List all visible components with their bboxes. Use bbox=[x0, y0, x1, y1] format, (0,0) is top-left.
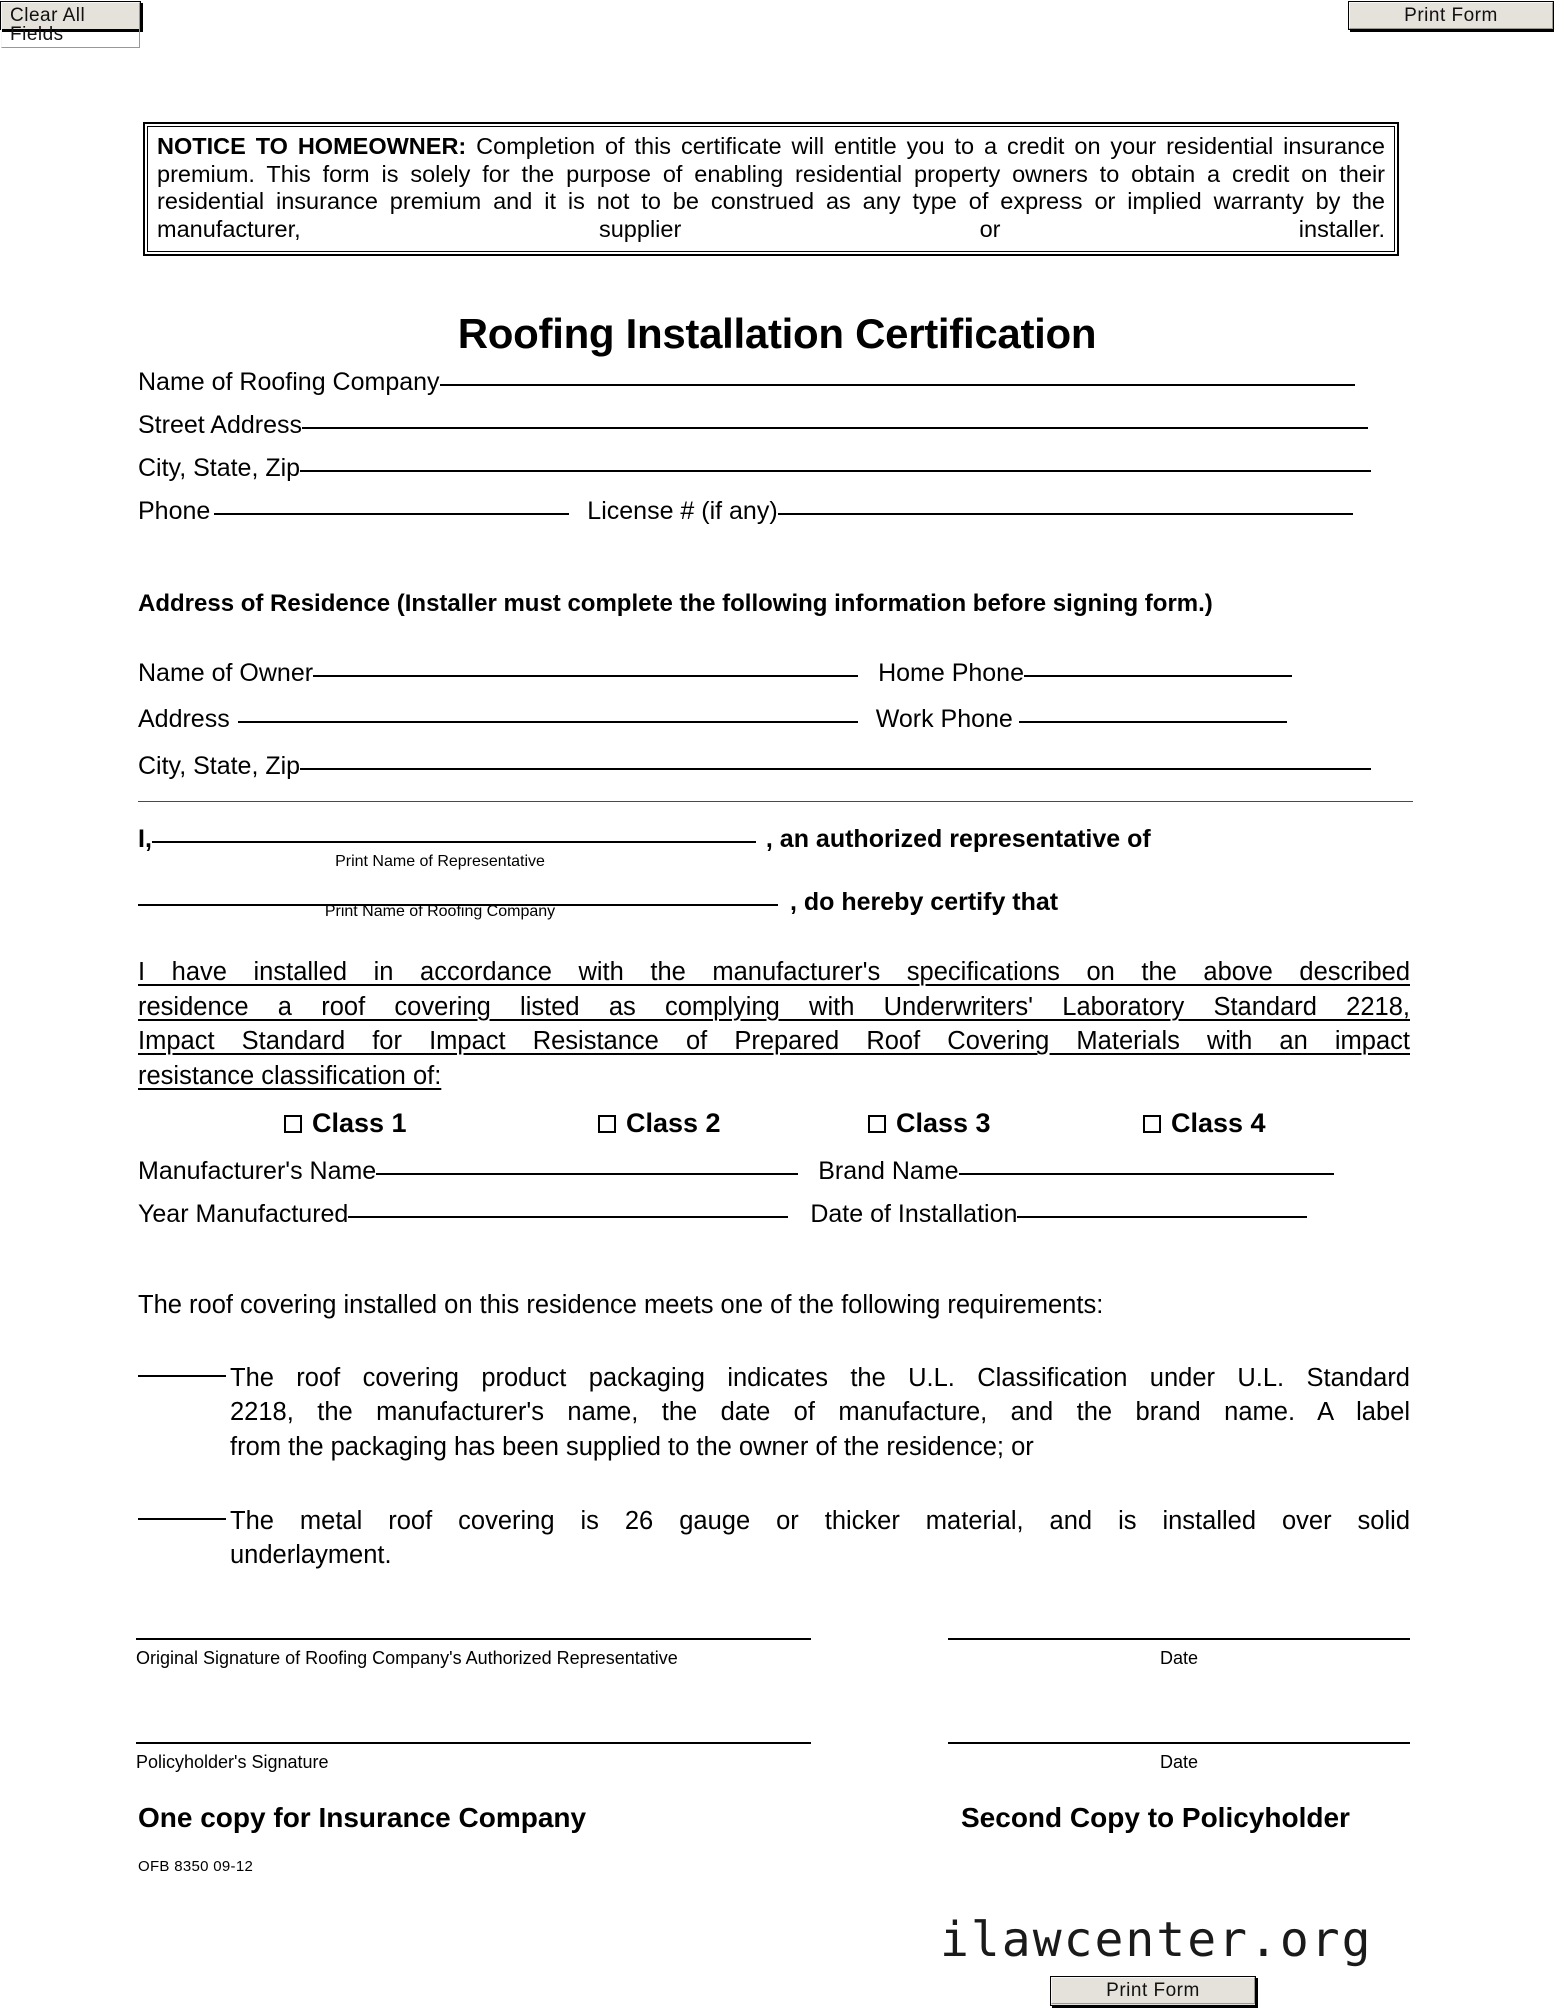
manufacturer-name-label: Manufacturer's Name bbox=[138, 1157, 377, 1185]
field-row-company-phone-license bbox=[138, 497, 1353, 526]
policyholder-date-caption: Date bbox=[1159, 1752, 1199, 1772]
notice-to-homeowner-box bbox=[143, 122, 1399, 256]
requirement-1-line-3: from the packaging has been supplied to the owner of the residence; or bbox=[230, 1433, 1034, 1462]
notice-text bbox=[157, 133, 1385, 244]
field-row-company-city bbox=[138, 454, 1371, 483]
owner-home-phone-input-line[interactable] bbox=[1024, 675, 1292, 677]
checkbox-icon-class-3[interactable] bbox=[868, 1115, 886, 1133]
checkbox-icon-class-2[interactable] bbox=[598, 1115, 616, 1133]
requirement-1-text bbox=[230, 1361, 1410, 1465]
policyholder-date-line[interactable] bbox=[948, 1742, 1410, 1744]
requirement-item-1 bbox=[138, 1357, 1410, 1465]
field-row-owner-address bbox=[138, 705, 1287, 734]
requirement-1-line-2: 2218, the manufacturer's name, the date of manufacture, and the brand name. A label bbox=[230, 1398, 1410, 1427]
owner-city-input-line[interactable] bbox=[300, 768, 1371, 770]
policyholder-signature-caption: Policyholder's Signature bbox=[136, 1752, 329, 1772]
company-street-label: Street Address bbox=[138, 411, 302, 439]
field-row-company-name bbox=[138, 368, 1355, 397]
company-license-label: License # (if any) bbox=[587, 497, 778, 525]
representative-name-caption: Print Name of Representative bbox=[335, 853, 545, 870]
company-name-input-line[interactable] bbox=[440, 384, 1355, 386]
installation-date-input-line[interactable] bbox=[1017, 1216, 1307, 1218]
company-name-label: Name of Roofing Company bbox=[138, 368, 440, 396]
representative-signature-line[interactable] bbox=[136, 1638, 811, 1640]
requirement-1-checkline[interactable] bbox=[138, 1375, 226, 1377]
print-form-bottom-label: Print Form bbox=[1051, 1977, 1255, 2004]
clear-all-fields-label: Clear All Fields bbox=[1, 2, 140, 48]
company-phone-input-line[interactable] bbox=[214, 513, 569, 515]
company-city-label: City, State, Zip bbox=[138, 454, 301, 482]
certify-separator-rule bbox=[138, 801, 1413, 802]
notice-heading: NOTICE TO HOMEOWNER: bbox=[157, 133, 467, 159]
requirement-2-text bbox=[230, 1504, 1410, 1573]
statement-line-4: resistance classification of: bbox=[138, 1062, 442, 1091]
statement-line-1: I have installed in accordance with the manufacturer's specifications on the above described bbox=[138, 958, 1410, 986]
site-watermark: ilawcenter.org bbox=[940, 1912, 1373, 1968]
requirement-2-line-1: The metal roof covering is 26 gauge or thicker material, and is installed over solid bbox=[230, 1506, 1410, 1535]
insurance-copy-note: One copy for Insurance Company bbox=[138, 1802, 587, 1833]
installation-date-label: Date of Installation bbox=[810, 1200, 1018, 1228]
requirement-1-line-1: The roof covering product packaging indicates the U.L. Classification under U.L. Standard bbox=[230, 1363, 1410, 1392]
requirements-intro: The roof covering installed on this residence meets one of the following requirements: bbox=[138, 1291, 1104, 1319]
certify-i-label: I, bbox=[138, 825, 152, 853]
certify-hereby-text: , do hereby certify that bbox=[790, 888, 1059, 916]
policyholder-copy-note: Second Copy to Policyholder bbox=[961, 1802, 1350, 1833]
company-street-input-line[interactable] bbox=[302, 427, 1368, 429]
certify-company-caption: Print Name of Roofing Company bbox=[324, 903, 556, 920]
certify-representative-row bbox=[138, 825, 1151, 854]
residence-section-heading: Address of Residence (Installer must complete the following information before signing form.) bbox=[138, 590, 1213, 617]
field-row-company-street bbox=[138, 411, 1368, 440]
manufacturer-name-input-line[interactable] bbox=[376, 1173, 798, 1175]
checkbox-option-class-3[interactable] bbox=[868, 1108, 991, 1139]
owner-city-label: City, State, Zip bbox=[138, 752, 301, 780]
requirement-2-line-2: underlayment. bbox=[230, 1541, 392, 1570]
checkbox-label-class-4: Class 4 bbox=[1171, 1108, 1266, 1138]
representative-date-caption: Date bbox=[1159, 1648, 1199, 1668]
year-manufactured-input-line[interactable] bbox=[348, 1216, 788, 1218]
policyholder-signature-line[interactable] bbox=[136, 1742, 811, 1744]
print-form-top-label: Print Form bbox=[1349, 2, 1553, 29]
certification-statement bbox=[138, 955, 1410, 1094]
impact-class-options bbox=[138, 1108, 1413, 1142]
owner-home-phone-label: Home Phone bbox=[878, 659, 1024, 687]
field-row-owner-city bbox=[138, 752, 1371, 781]
owner-name-label: Name of Owner bbox=[138, 659, 314, 687]
owner-work-phone-input-line[interactable] bbox=[1019, 721, 1287, 723]
field-row-owner-name bbox=[138, 659, 1292, 688]
representative-signature-caption: Original Signature of Roofing Company's Authorized Representative bbox=[136, 1648, 678, 1668]
brand-name-input-line[interactable] bbox=[959, 1173, 1334, 1175]
checkbox-option-class-2[interactable] bbox=[598, 1108, 721, 1139]
statement-line-3: Impact Standard for Impact Resistance of Prepared Roof Covering Materials with an impact bbox=[138, 1027, 1410, 1056]
field-row-manufacturer-brand bbox=[138, 1157, 1334, 1186]
checkbox-label-class-1: Class 1 bbox=[312, 1108, 407, 1138]
brand-name-label: Brand Name bbox=[818, 1157, 959, 1185]
notice-body: Completion of this certificate will entitle you to a credit on your residential insurance premium. This form is solely for the purpose of enabling residential property owners to obtain a credit on their residential insurance premium and it is not to be construed as any type of express or implied warranty by the manufacturer, supplier or installer. bbox=[157, 133, 1386, 243]
certify-authorized-text: , an authorized representative of bbox=[765, 825, 1151, 853]
owner-work-phone-label: Work Phone bbox=[875, 705, 1013, 733]
print-form-button-bottom[interactable] bbox=[1050, 1976, 1256, 2006]
owner-address-input-line[interactable] bbox=[238, 721, 858, 723]
owner-name-input-line[interactable] bbox=[313, 675, 858, 677]
checkbox-option-class-1[interactable] bbox=[284, 1108, 407, 1139]
statement-line-2: residence a roof covering listed as complying with Underwriters' Laboratory Standard 2218, bbox=[138, 992, 1410, 1021]
field-row-year-install-date bbox=[138, 1200, 1307, 1229]
company-phone-label: Phone bbox=[138, 497, 211, 525]
checkbox-label-class-3: Class 3 bbox=[896, 1108, 991, 1138]
checkbox-icon-class-1[interactable] bbox=[284, 1115, 302, 1133]
year-manufactured-label: Year Manufactured bbox=[138, 1200, 349, 1228]
company-license-input-line[interactable] bbox=[778, 513, 1353, 515]
requirement-item-2 bbox=[138, 1500, 1410, 1573]
requirement-2-checkline[interactable] bbox=[138, 1518, 226, 1520]
checkbox-icon-class-4[interactable] bbox=[1143, 1115, 1161, 1133]
representative-date-line[interactable] bbox=[948, 1638, 1410, 1640]
checkbox-label-class-2: Class 2 bbox=[626, 1108, 721, 1138]
checkbox-option-class-4[interactable] bbox=[1143, 1108, 1266, 1139]
page-title: Roofing Installation Certification bbox=[457, 310, 1097, 357]
representative-name-input-line[interactable] bbox=[152, 841, 756, 843]
company-city-input-line[interactable] bbox=[300, 470, 1371, 472]
notice-inner-border bbox=[147, 126, 1395, 252]
form-number: OFB 8350 09-12 bbox=[138, 1858, 254, 1875]
owner-address-label: Address bbox=[138, 705, 230, 733]
